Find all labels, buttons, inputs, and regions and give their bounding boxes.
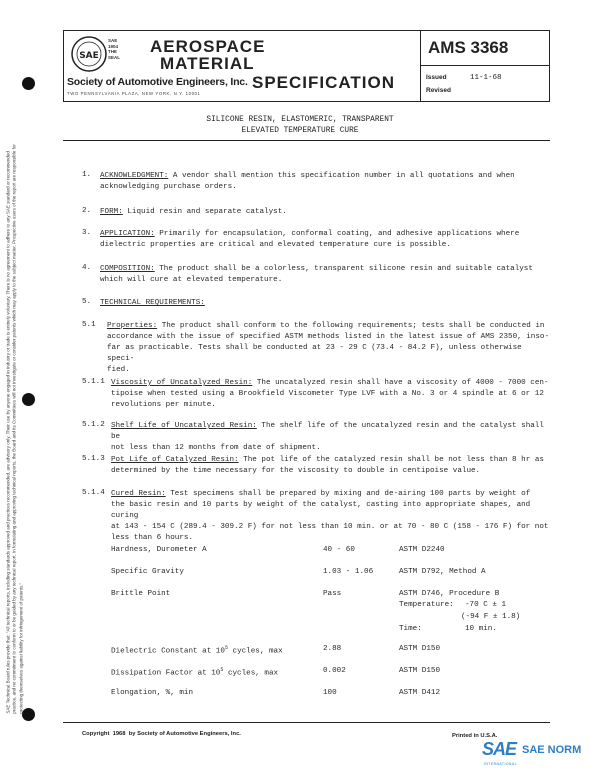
- s514-heading: Cured Resin:: [111, 490, 166, 498]
- row-value: 40 - 60: [323, 546, 355, 554]
- title-aerospace: AEROSPACE: [150, 37, 266, 56]
- s514-line4: less than 6 hours.: [111, 534, 194, 542]
- row-method: ASTM D150: [399, 645, 441, 653]
- s51-line4: fied.: [107, 366, 130, 374]
- table-row: [111, 568, 551, 579]
- s1-line1: A vendor shall mention this specification number in all quotations and when: [168, 172, 515, 180]
- row-temperature-f: (-94 F ± 1.8): [461, 613, 521, 621]
- watermark-logo: SAE: [482, 739, 517, 759]
- logo-text-1: SAE: [108, 38, 118, 43]
- s4-line2: which will cure at elevated temperature.: [100, 276, 283, 284]
- s3-line2: dielectric properties are critical and elevated temperature cure is possible.: [100, 241, 451, 249]
- footer-printed: Printed in U.S.A.: [452, 733, 498, 739]
- row-value: 1.03 - 1.06: [323, 568, 374, 576]
- s512-paragraph: [111, 421, 552, 454]
- s2-paragraph: [100, 207, 550, 218]
- s513-line2: determined by the time necessary for the viscosity to double in centipoise value.: [111, 467, 481, 475]
- s4-paragraph: [100, 264, 550, 286]
- row-temperature-label: Temperature:: [399, 601, 454, 609]
- s514-paragraph: [111, 489, 552, 544]
- issued-value: 11-1-68: [470, 74, 502, 82]
- s1-line2: acknowledging purchase orders.: [100, 183, 237, 191]
- footer-copyright: Copyright 1968 by Society of Automotive Engineers, Inc.: [82, 731, 241, 737]
- s512-line2: not less than 12 months from date of shipment.: [111, 444, 321, 452]
- s5-paragraph: [100, 298, 550, 309]
- punch-hole-top: [22, 77, 35, 90]
- org-name: Society of Automotive Engineers, Inc.: [67, 76, 248, 88]
- row-property-tail: cycles, max: [223, 669, 279, 678]
- s1-number: 1.: [82, 171, 92, 179]
- s513-heading: Pot Life of Catalyzed Resin:: [111, 456, 239, 464]
- logo-text-2: 1904: [108, 43, 119, 49]
- table-row: [111, 590, 551, 642]
- s4-heading: COMPOSITION:: [100, 265, 155, 273]
- row-time-value: 10 min.: [465, 625, 497, 633]
- row-value: 0.002: [323, 667, 346, 675]
- row-property: [111, 667, 278, 678]
- s4-number: 4.: [82, 264, 92, 272]
- row-method: ASTM D412: [399, 689, 441, 697]
- s1-heading: ACKNOWLEDGMENT:: [100, 172, 169, 180]
- s51-line1: The product shall conform to the following requirements; tests shall be conducted in: [157, 322, 545, 330]
- watermark-text: SAE NORM: [522, 744, 582, 756]
- row-value: Pass: [323, 590, 342, 598]
- s513-paragraph: [111, 455, 552, 477]
- row-method: ASTM D2240: [399, 546, 445, 554]
- sae-seal-logo: [70, 35, 108, 73]
- s511-line3: revolutions per minute.: [111, 401, 216, 409]
- s3-number: 3.: [82, 229, 92, 237]
- s514-line2: the basic resin and 10 parts by weight of the catalyst, casting into appropriate shapes, and curing: [111, 501, 531, 520]
- svg-text:SAE: SAE: [79, 51, 99, 61]
- watermark-sub: INTERNATIONAL: [484, 762, 517, 766]
- s512-line1: The shelf life of the uncatalyzed resin and the catalyst shall be: [111, 422, 544, 441]
- s512-number: 5.1.2: [82, 421, 105, 429]
- doc-number: AMS 3368: [428, 38, 509, 57]
- s5-heading: TECHNICAL REQUIREMENTS:: [100, 299, 205, 307]
- row-property: Elongation, %, min: [111, 689, 194, 697]
- s514-line1: Test specimens shall be prepared by mixing and de-airing 100 parts by weight of: [165, 490, 531, 498]
- s511-line1: The uncatalyzed resin shall have a viscosity of 4000 - 7000 cen-: [252, 379, 549, 387]
- table-row: [111, 667, 551, 678]
- row-value: 100: [323, 689, 337, 697]
- row-method: ASTM D792, Method A: [399, 568, 486, 576]
- s511-number: 5.1.1: [82, 378, 105, 386]
- side-disclaimer: SAE Technical Board rules provide that: "All technical reports, including standards approved and practices recommended, are advisory only. Their use by anyone engaged in industry or trade is entirely voluntary. There is no agreement to adhere to any SAE standard or recommended practice, and no commitment to conform to or be guided by any technical report. In formulating and approving technical reports, the Board and its Committees will not investigate or consider patents which may apply to the subject matter. Prospective users of the report are responsible for protecting themselves against liability for infringement of patents.": [5, 144, 24, 714]
- s511-line2: tipoise when tested using a Brookfield Viscometer Type LVF with a No. 3 or 4 spindle at 6 or 12: [111, 390, 544, 398]
- issued-label: Issued: [426, 74, 447, 81]
- row-property: [111, 645, 283, 656]
- row-property: Hardness, Durometer A: [111, 546, 207, 554]
- title-material: MATERIAL: [160, 54, 255, 73]
- doc-title-line1: SILICONE RESIN, ELASTOMERIC, TRANSPARENT: [206, 116, 394, 124]
- s3-heading: APPLICATION:: [100, 230, 155, 238]
- s512-heading: Shelf Life of Uncatalyzed Resin:: [111, 422, 257, 430]
- row-property-sup: 5: [220, 667, 224, 673]
- row-property-text: Dielectric Constant at 10: [111, 647, 225, 656]
- row-time-label: Time:: [399, 625, 422, 633]
- s1-paragraph: [100, 171, 550, 193]
- s2-number: 2.: [82, 207, 92, 215]
- row-property-sup: 5: [224, 645, 228, 651]
- row-method: ASTM D150: [399, 667, 441, 675]
- s3-line1: Primarily for encapsulation, conformal coating, and adhesive applications where: [154, 230, 520, 238]
- doc-title-line2: ELEVATED TEMPERATURE CURE: [241, 127, 359, 135]
- row-method: ASTM D746, Procedure B: [399, 590, 500, 598]
- row-value: 2.88: [323, 645, 342, 653]
- s51-number: 5.1: [82, 321, 96, 329]
- s513-number: 5.1.3: [82, 455, 105, 463]
- row-property: Specific Gravity: [111, 568, 184, 576]
- row-property: Brittle Point: [111, 590, 171, 598]
- row-property-tail: cycles, max: [227, 647, 283, 656]
- s2-line1: Liquid resin and separate catalyst.: [122, 208, 287, 216]
- s51-line2: accordance with the issue of specified ASTM methods listed in the latest issue of AMS 2350, inso-: [107, 333, 550, 341]
- s51-line3: far as practicable. Tests shall be conducted at 23 - 29 C (73.4 - 84.2 F), unless otherwise speci-: [107, 344, 522, 363]
- s511-paragraph: [111, 378, 552, 411]
- s51-heading: Properties:: [107, 322, 158, 330]
- table-row: [111, 546, 551, 557]
- row-temperature-c: -70 C ± 1: [465, 601, 507, 609]
- table-row: [111, 645, 551, 656]
- org-address: TWO PENNSYLVANIA PLAZA, NEW YORK, N.Y. 10001: [67, 91, 201, 96]
- s514-number: 5.1.4: [82, 489, 105, 497]
- s5-number: 5.: [82, 298, 92, 306]
- row-property-text: Dissipation Factor at 10: [111, 669, 221, 678]
- logo-text-4: SEAL: [108, 54, 121, 60]
- logo-text-3: THE: [108, 49, 117, 54]
- title-specification: SPECIFICATION: [252, 73, 396, 92]
- s511-heading: Viscosity of Uncatalyzed Resin:: [111, 379, 253, 387]
- table-row: [111, 689, 551, 700]
- s513-line1: The pot life of the catalyzed resin shall be not less than 8 hr as: [238, 456, 544, 464]
- revised-label: Revised: [426, 87, 451, 94]
- s514-line3: at 143 - 154 C (289.4 - 309.2 F) for not less than 10 min. or at 70 - 80 C (158 - 176 F) for not: [111, 523, 549, 531]
- s2-heading: FORM:: [100, 208, 123, 216]
- s3-paragraph: [100, 229, 550, 251]
- s4-line1: The product shall be a colorless, transparent silicone resin and suitable catalyst: [154, 265, 533, 273]
- s51-paragraph: [107, 321, 552, 376]
